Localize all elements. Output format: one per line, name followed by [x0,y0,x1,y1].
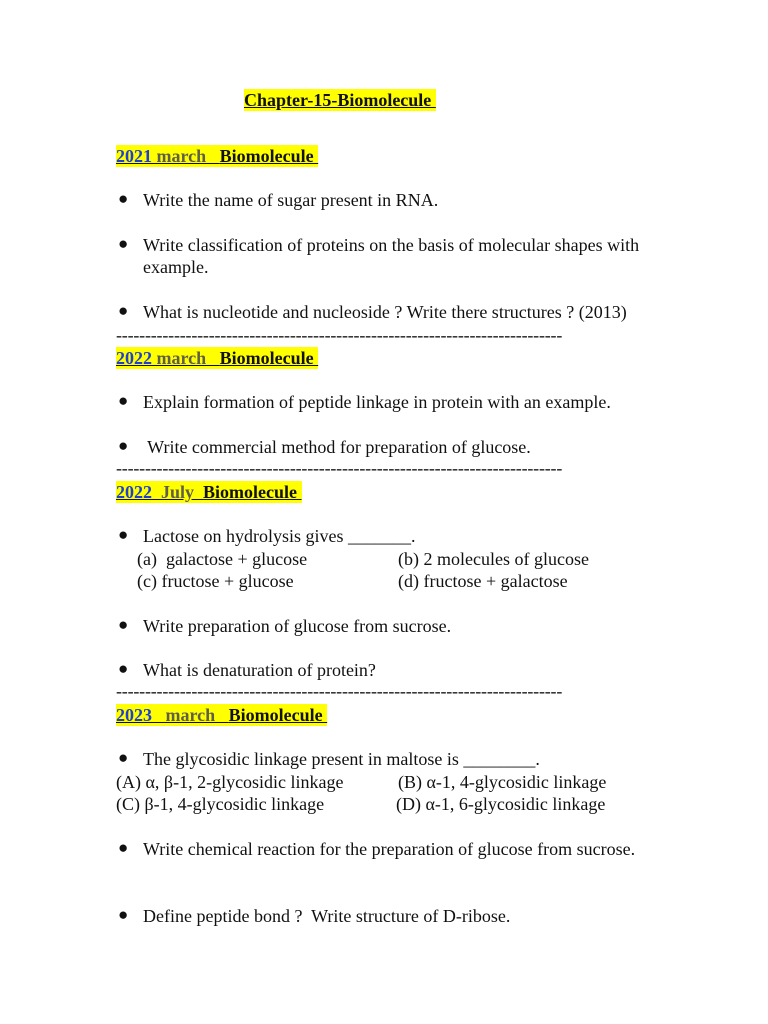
section-year: 2021 [116,146,152,166]
option-d: (D) α-1, 6-glycosidic linkage [396,794,606,814]
section-divider: ----------------------------------------------------------------------------- [116,458,563,478]
option-d: (d) fructose + galactose [398,571,568,591]
option-b: (b) 2 molecules of glucose [398,549,589,569]
section-header-2022-july [116,481,302,503]
question-item [118,905,708,927]
bullet-icon: ● [118,838,129,857]
question-text: What is nucleotide and nucleoside ? Write there structures ? (2013) [143,302,627,322]
section-topic: Biomolecule [219,146,319,166]
section-year: 2022 [116,482,152,502]
section-header-2022-march [116,347,318,369]
question-item [118,615,708,637]
section-topic: Biomolecule [219,348,319,368]
question-item [118,391,708,413]
bullet-icon: ● [118,659,129,678]
option-c: (c) fructose + glucose [137,571,294,591]
section-divider: ----------------------------------------------------------------------------- [116,325,563,345]
question-item [118,234,698,278]
section-month: march [152,146,220,166]
option-c: (C) β-1, 4-glycosidic linkage [116,794,325,814]
question-text: The glycosidic linkage present in maltose is ________. [143,749,540,769]
question-item [118,436,708,458]
question-item [118,189,708,211]
section-year: 2023 [116,705,152,725]
bullet-icon: ● [118,436,129,455]
question-text: Explain formation of peptide linkage in protein with an example. [143,392,611,412]
question-text: Write classification of proteins on the basis of molecular shapes with example. [143,235,640,277]
section-topic: Biomolecule [203,482,302,502]
question-item [118,525,708,547]
section-topic: Biomolecule [228,705,328,725]
bullet-icon: ● [118,301,129,320]
question-text: What is denaturation of protein? [143,660,376,680]
option-a: (A) α, β-1, 2-glycosidic linkage [116,772,344,792]
option-b: (B) α-1, 4-glycosidic linkage [398,772,607,792]
section-year: 2022 [116,348,152,368]
bullet-icon: ● [118,189,129,208]
bullet-icon: ● [118,234,129,253]
bullet-icon: ● [118,905,129,924]
question-text: Write chemical reaction for the preparation of glucose from sucrose. [143,839,636,859]
section-month: march [152,348,220,368]
question-text: Lactose on hydrolysis gives _______. [143,526,416,546]
bullet-icon: ● [118,615,129,634]
section-divider: ----------------------------------------------------------------------------- [116,681,563,701]
bullet-icon: ● [118,391,129,410]
question-text: Write the name of sugar present in RNA. [143,190,439,210]
section-month: march [152,705,229,725]
section-month: July [152,482,204,502]
question-item [118,838,638,860]
question-item [118,301,708,323]
question-text: Define peptide bond ? Write structure of D-ribose. [143,906,511,926]
page-title: Chapter-15-Biomolecule [244,90,436,110]
question-text: Write preparation of glucose from sucrose. [143,616,452,636]
bullet-icon: ● [118,748,129,767]
bullet-icon: ● [118,525,129,544]
option-a: (a) galactose + glucose [137,549,308,569]
section-header-2023-march [116,704,327,726]
question-text: Write commercial method for preparation of glucose. [143,437,531,457]
section-header-2021-march [116,145,318,167]
question-item [118,659,708,681]
question-item [118,748,708,770]
